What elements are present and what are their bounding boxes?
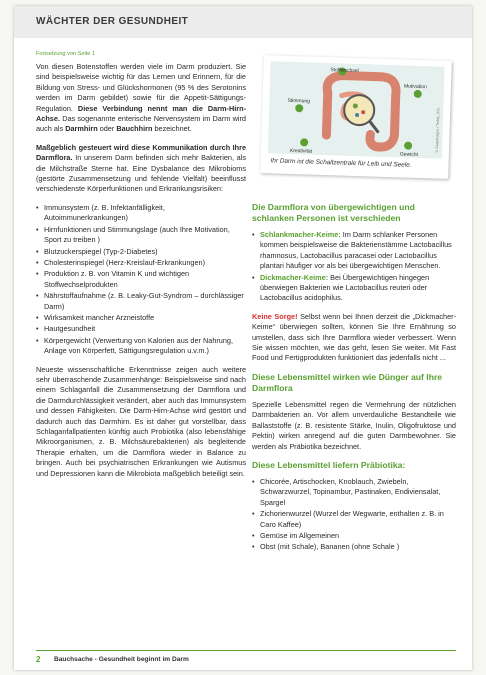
label-stimmung: Stimmung: [287, 97, 311, 105]
list-item: • Cholesterinspiegel (Herz-Kreislauf-Erkrankungen): [36, 258, 246, 268]
illustration-card: [260, 55, 452, 179]
list-item: • Körpergewicht (Verwertung von Kalorien aus der Nahrung, Anlage von Körperfett, Sättigungsregulation u.v.m.): [36, 336, 246, 357]
term-darmhirn: Darmhirn: [65, 124, 98, 134]
list-item: • Zichorienwurzel (Wurzel der Wegwarte, enthalten z. B. in Caro Kaffee): [252, 509, 456, 530]
term-bauchhirn: Bauchhirn: [116, 124, 153, 134]
left-column: [36, 50, 246, 487]
paragraph-intro: [36, 62, 246, 135]
figure-caption: Ihr Darm ist die Schaltzentrale für Leib und Seele.: [270, 157, 412, 169]
list-item: [252, 230, 456, 272]
heading-darmflora-difference: Die Darmflora von übergewichtigen und schlanken Personen ist verschieden: [252, 202, 415, 223]
risk-list: [36, 203, 246, 357]
slim-text: Im Darm schlanker Personen kommen beispielsweise die Bakterienstämme Lactobacillus rhamnosus, Lactobacillus paracasei oder Lactobacillus plantari häufiger vor als bei übergewichtigen Menschen.: [260, 230, 452, 271]
continuation-note: Fortsetzung von Seite 1: [36, 51, 96, 57]
paragraph-research: Neueste wissenschaftliche Erkenntnisse zeigen auch weitere sehr überraschende Zusammenhänge: Beispielsweise sind nach einem Schlaganfall die Zusammensetzung der Darmflora und die Darmdurchlässigkeit verändert, aber auch das Immunsystem und dessen Fähigkeiten. Die Darm-Hirn-Achse wird gestört und dadurch auch das Darmhirn. Es ist daher gut vorstellbar, dass Schlaganfallpatienten künftig auch Probiotika (also lebensfähige Mikroorganismen, z. B. Milchsäurebakterien) als begleitende Therapie erhalten, um die Darmflora wieder in Balance zu bringen. Auch bei psychiatrischen Erkrankungen wie Autismus und Depressionen kann die Mikrobiota maßgeblich beteiligt sein.: [36, 364, 246, 478]
paragraph-food: Spezielle Lebensmittel regen die Vermehrung der nützlichen Darmbakterien an. Vor allem unverdauliche Bestandteile wie Ballaststoffe (z. B. resistente Stärke, Inulin, Oligofruktose und Pektin) wirken anregend auf die guten Darmbewohner. Sie werden als Präbiotika bezeichnet.: [252, 399, 456, 451]
heading-duenger: Diese Lebensmittel wirken wie Dünger auf Ihre Darmflora: [252, 371, 443, 393]
darmflora-bold: Maßgeblich gesteuert wird diese Kommunikation durch Ihre Darmflora.: [36, 142, 246, 163]
intro-text-b: Das sogenannte enterische Nervensystem im Darm wird auch als: [36, 114, 246, 134]
footer-divider: [36, 650, 456, 651]
list-item: • Hautgesundheit: [36, 324, 246, 334]
paragraph-darmflora: [36, 143, 246, 195]
gut-drawing: [268, 61, 445, 158]
page-title: WÄCHTER DER GESUNDHEIT: [36, 16, 189, 27]
intro-bold: Diese Verbindung nennt man die Darm-Hirn-Achse.: [36, 103, 246, 124]
list-item: [252, 273, 456, 304]
intro-end: bezeichnet.: [154, 124, 192, 134]
fat-label: Dickmacher-Keime:: [260, 272, 329, 282]
page: [14, 6, 472, 670]
label-kreativitaet: Kreativität: [289, 147, 313, 155]
page-header: [14, 6, 472, 38]
page-number: 2: [36, 655, 41, 664]
list-item: • Chicorée, Artischocken, Knoblauch, Zwiebeln, Schwarzwurzel, Topinambur, Pastinaken, Endiviensalat, Spargel: [252, 477, 456, 508]
heading-praebiotika: Diese Lebensmittel liefern Präbiotika:: [252, 459, 406, 470]
darmflora-text: In unserem Darm befinden sich mehr Bakterien, als die Milchstraße Sterne hat. Eine Dysbalance des Mikrobioms (gestörte Zusammensetzung und fehlende Vielfalt) beeinflusst verschiedenste Körperfunktionen und Erkrankungsrisiken:: [36, 153, 246, 194]
keime-list: [252, 230, 456, 304]
worry-text: Selbst wenn bei Ihnen derzeit die „Dickmacher-Keime“ überwiegen sollten, können Sie Ihre Ernährung so umstellen, dass sich Ihre Darmflora wieder verbessert. Wenn Sie wissen möchten, wie das geht, lesen Sie weiter. Mit Fast Food und Fertigprodukten funktioniert das jedenfalls nicht ...: [252, 311, 457, 363]
slim-label: Schlankmacher-Keime:: [260, 230, 341, 239]
gut-illustration: [268, 61, 445, 158]
label-motivation: Motivation: [403, 83, 427, 91]
worry-label: Keine Sorge!: [252, 311, 298, 321]
prebiotics-list: [252, 477, 456, 553]
label-stoffwechsel: Stoffwechsel: [330, 67, 359, 75]
list-item: • Produktion z. B. von Vitamin K und wichtigen Stoffwechselprodukten: [36, 269, 246, 290]
list-item: • Blutzuckerspiegel (Typ-2-Diabetes): [36, 247, 246, 257]
paragraph-keine-sorge: [252, 312, 456, 364]
intro-text: Von diesen Botenstoffen werden viele im Darm produziert. Sie sind beispielsweise wichtig für das Lernen und Erinnern, für die Bildung von Stress- und Glückshormonen (95 % des Serotonins werden im Darm gebildet) sowie für die Appetit-Sättigungs-Regulation.: [36, 62, 246, 113]
right-column: [252, 202, 456, 561]
fat-text: Bei Übergewichtigen hingegen überwiegen Bakterien wie Lactobacillus reuteri oder Lactobacillus acidophilus.: [260, 272, 430, 303]
list-item: • Immunsystem (z. B. Infektanfälligkeit, Autoimmunerkrankungen): [36, 203, 246, 224]
footer-title: Bauchsache - Gesundheit beginnt im Darm: [54, 656, 189, 663]
list-item: • Gemüse im Allgemeinen: [252, 531, 456, 541]
list-item: • Wirksamkeit mancher Arzneistoffe: [36, 313, 246, 323]
list-item: • Obst (mit Schale), Bananen (ohne Schale ): [252, 542, 456, 552]
list-item: • Nährstoffaufnahme (z. B. Leaky-Gut-Syndrom – durchlässiger Darm): [36, 291, 246, 312]
label-gewicht: Gewicht: [399, 151, 418, 158]
image-credit: © Gettyimages / Teddy_XXL: [434, 107, 441, 153]
intro-and: oder: [99, 124, 115, 134]
list-item: • Hirnfunktionen und Stimmungslage (auch Ihre Motivation, Sport zu treiben ): [36, 225, 246, 246]
